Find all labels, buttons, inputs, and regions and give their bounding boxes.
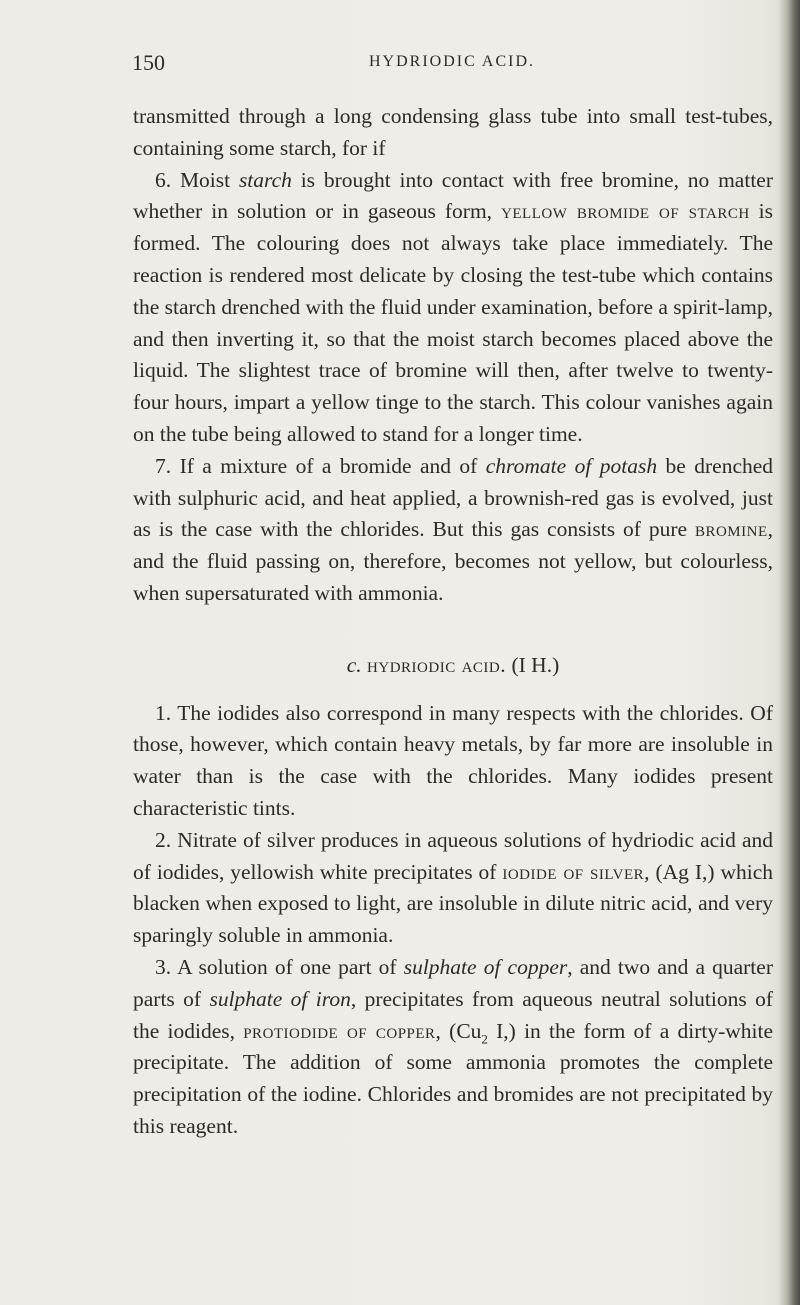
section-title: hydriodic acid. bbox=[367, 652, 507, 677]
italic-term: starch bbox=[238, 167, 292, 192]
italic-term: sulphate of iron bbox=[209, 986, 351, 1011]
paragraph-text: is brought into contact with free bromine, no matter whether in solution or in gaseous form, bbox=[133, 167, 773, 224]
paragraph-text: , and two and a quarter parts of bbox=[133, 954, 773, 1011]
paragraph-3 bbox=[133, 952, 773, 1143]
italic-term: chromate of potash bbox=[485, 453, 658, 478]
paragraph-text: , precipitates from aqueous neutral solutions of the iodides, bbox=[133, 986, 774, 1043]
paragraph-text: I,) in the form of a dirty-white precipitate. The addition of some ammonia promotes the complete precipitation of the iodine. Chlorides and bromides are not precipitated by this reagent. bbox=[133, 1018, 774, 1138]
subscript: 2 bbox=[481, 1030, 488, 1046]
paragraph-text: transmitted through a long condensing glass tube into small test-tubes, containing some starch, for if bbox=[133, 104, 773, 160]
italic-term: sulphate of copper bbox=[403, 954, 568, 979]
paragraph-text: is formed. The colouring does not always take place immediately. The reaction is rendered most delicate by closing the test-tube which contains the starch drenched with the fluid under examination, before a spirit-lamp, and then inverting it, so that the moist starch becomes placed above the liquid. The slightest trace of bromine will then, after twelve to twenty-four hours, impart a yellow tinge to the starch. This colour vanishes again on the tube being allowed to stand for a longer time. bbox=[133, 199, 774, 446]
paragraph-text: A solution of one part of bbox=[177, 954, 397, 979]
paragraph-text: If a mixture of a bromide and of bbox=[179, 453, 478, 478]
small-caps-term: bromine bbox=[694, 517, 768, 542]
section-heading bbox=[133, 650, 773, 682]
small-caps-term: yellow bromide of starch bbox=[501, 199, 750, 224]
paragraph-text: Moist bbox=[179, 167, 231, 192]
paragraph-number: 6. bbox=[155, 167, 172, 192]
page-header bbox=[132, 50, 772, 80]
small-caps-term: protiodide of copper bbox=[243, 1018, 436, 1043]
paragraph-2 bbox=[133, 825, 773, 952]
paragraph-text: , and the fluid passing on, therefore, becomes not yellow, but colourless, when supersaturated with ammonia. bbox=[133, 517, 773, 605]
paragraph-1 bbox=[133, 698, 773, 825]
paragraph-6 bbox=[133, 165, 773, 451]
paragraph-number: 2. bbox=[155, 827, 172, 852]
page-number: 150 bbox=[132, 50, 165, 75]
small-caps-term: iodide of silver bbox=[502, 859, 645, 884]
paragraph-number: 7. bbox=[155, 453, 172, 478]
paragraph-text: Nitrate of silver produces in aqueous solutions of hydriodic acid and of iodides, yellowish white precipitates of bbox=[133, 827, 773, 884]
paragraph-text: , (Ag I,) which blacken when exposed to light, are insoluble in dilute nitric acid, and very sparingly soluble in ammonia. bbox=[133, 859, 774, 948]
page-body bbox=[133, 101, 773, 1143]
continued-paragraph bbox=[133, 101, 773, 165]
paragraph-text: be drenched with sulphuric acid, and heat applied, a brownish-red gas is evolved, just as is the case with the chlorides. But this gas consists of pure bbox=[133, 453, 774, 542]
paragraph-text: , (Cu bbox=[435, 1018, 482, 1043]
paragraph-7 bbox=[133, 451, 773, 610]
paragraph-text: The iodides also correspond in many respects with the chlorides. Of those, however, which contain heavy metals, by far more are insoluble in water than is the case with the chlorides. Many iodides present characteristic tints. bbox=[133, 700, 773, 820]
running-head: HYDRIODIC ACID. bbox=[369, 53, 535, 70]
paragraph-number: 3. bbox=[155, 954, 172, 979]
section-letter: c. bbox=[346, 652, 362, 677]
section-formula: (I H.) bbox=[511, 652, 560, 677]
page-spine-shadow bbox=[778, 0, 800, 1305]
paragraph-number: 1. bbox=[155, 700, 172, 725]
